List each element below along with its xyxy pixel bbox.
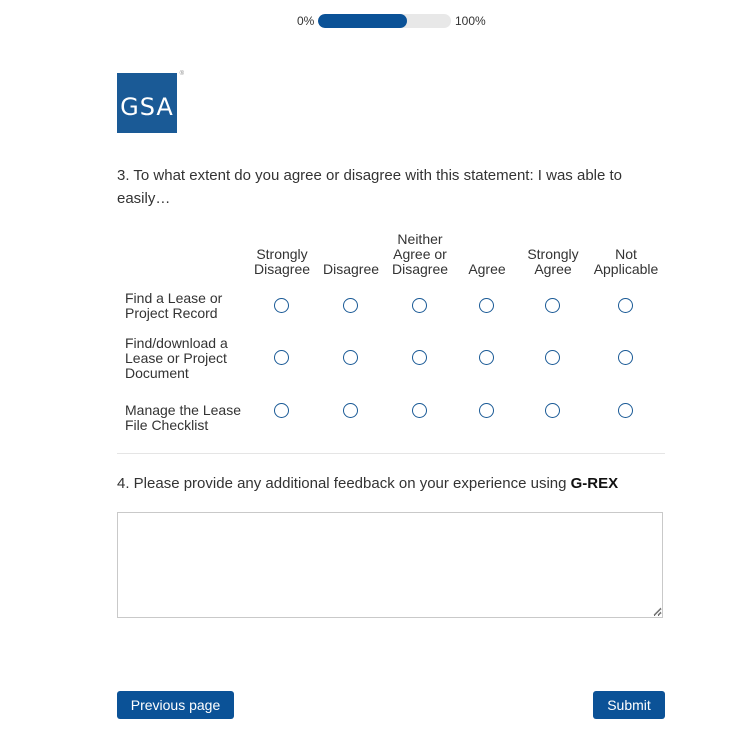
radio-button[interactable] xyxy=(274,403,289,418)
progress-bar xyxy=(0,13,736,29)
column-header-line: Not xyxy=(615,246,637,262)
radio-button[interactable] xyxy=(343,403,358,418)
radio-button[interactable] xyxy=(618,298,633,313)
column-header xyxy=(462,228,512,277)
radio-button[interactable] xyxy=(479,350,494,365)
previous-page-button[interactable]: Previous page xyxy=(117,691,234,719)
row-label-line: Manage the Lease xyxy=(125,402,241,418)
column-header-line: Disagree xyxy=(253,261,311,277)
radio-button[interactable] xyxy=(479,298,494,313)
column-header-line: Strongly xyxy=(256,246,308,262)
column-header-line: Agree or xyxy=(393,246,447,262)
question-4-prefix: 4. Please provide any additional feedback on your experience using xyxy=(117,475,571,492)
radio-button[interactable] xyxy=(545,350,560,365)
gsa-logo xyxy=(117,71,184,133)
feedback-textarea[interactable] xyxy=(117,512,663,618)
question-3-text: 3. To what extent do you agree or disagree with this statement: I was able to easily… xyxy=(117,167,623,207)
radio-button[interactable] xyxy=(343,298,358,313)
logo-text: GSA xyxy=(120,93,174,121)
progress-end-label: 100% xyxy=(455,14,486,28)
radio-button[interactable] xyxy=(545,403,560,418)
row-label-line: Find/download a xyxy=(125,335,228,351)
resize-grip-icon[interactable] xyxy=(652,606,662,616)
column-header-line: Neither xyxy=(397,231,443,247)
row-label-line: Project Record xyxy=(125,305,218,321)
progress-track xyxy=(318,14,451,28)
column-header-line: Applicable xyxy=(593,261,659,277)
radio-button[interactable] xyxy=(274,350,289,365)
row-label-line: Find a Lease or xyxy=(125,290,223,306)
progress-fill xyxy=(318,14,407,28)
radio-button[interactable] xyxy=(479,403,494,418)
row-label xyxy=(125,336,255,381)
radio-button[interactable] xyxy=(274,298,289,313)
submit-button[interactable]: Submit xyxy=(593,691,665,719)
column-header-line: Disagree xyxy=(322,261,380,277)
registered-mark: ® xyxy=(179,71,184,77)
column-header-line: Agree xyxy=(468,261,506,277)
radio-button[interactable] xyxy=(412,403,427,418)
radio-button[interactable] xyxy=(343,350,358,365)
column-header xyxy=(247,228,317,277)
radio-button[interactable] xyxy=(545,298,560,313)
radio-button[interactable] xyxy=(412,298,427,313)
radio-button[interactable] xyxy=(618,350,633,365)
row-label xyxy=(125,403,255,433)
column-header xyxy=(321,228,381,277)
column-header xyxy=(385,228,455,277)
radio-button[interactable] xyxy=(412,350,427,365)
column-header xyxy=(523,228,583,277)
radio-button[interactable] xyxy=(618,403,633,418)
progress-start-label: 0% xyxy=(297,14,315,28)
column-header xyxy=(591,228,661,277)
question-4-text xyxy=(117,474,618,494)
question-4-emphasis: G-REX xyxy=(570,475,619,492)
row-label xyxy=(125,291,255,321)
column-header-line: Strongly xyxy=(527,246,579,262)
column-header-line: Agree xyxy=(534,261,572,277)
row-label-line: Document xyxy=(125,365,189,381)
row-label-line: Lease or Project xyxy=(125,350,227,366)
column-header-line: Disagree xyxy=(391,261,449,277)
row-label-line: File Checklist xyxy=(125,417,209,433)
divider xyxy=(117,453,665,454)
